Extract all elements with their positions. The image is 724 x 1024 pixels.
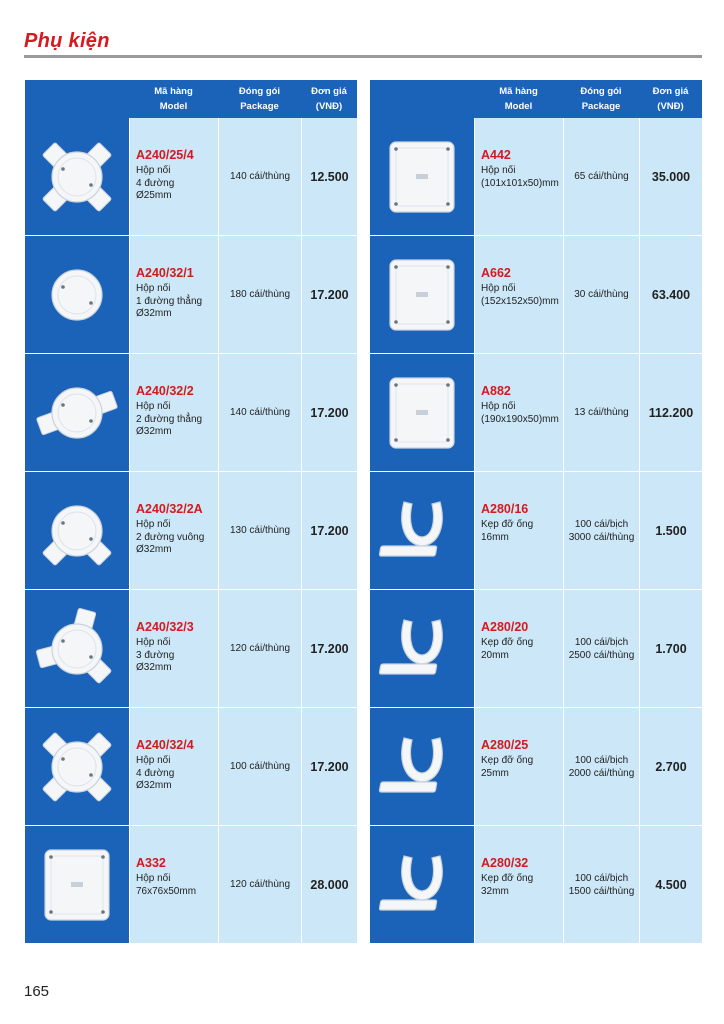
header-package: Đóng gói Package [238,86,281,112]
package-cell: 140 cái/thùng [218,354,301,472]
product-description: Kẹp đỡ ống 20mm [481,637,534,661]
product-description: Kẹp đỡ ống 16mm [481,519,534,543]
model-cell [129,472,218,590]
header-model: Mã hàng Model [499,86,538,112]
title-divider [24,55,702,58]
square-junction-box-icon [370,118,474,236]
price-cell: 17.200 [301,708,357,826]
product-code: A240/25/4 [136,148,194,162]
price-cell: 17.200 [301,236,357,354]
product-code: A662 [481,266,511,280]
header-package: Đóng gói Package [580,86,622,112]
product-description: Hộp nối 76x76x50mm [136,873,197,897]
table-row [25,708,357,826]
header-price: Đơn giá (VNĐ) [311,86,347,112]
product-description: Hộp nối 4 đường Ø25mm [136,165,175,201]
page-number: 165 [24,983,50,1000]
product-code: A280/25 [481,738,529,752]
price-cell: 2.700 [639,708,702,826]
junction-box-4-way-icon [25,708,129,826]
product-code: A240/32/2 [136,384,194,398]
price-cell: 1.500 [639,472,702,590]
model-cell [474,590,563,708]
table-row [370,236,702,354]
model-cell [474,472,563,590]
price-cell: 1.700 [639,590,702,708]
product-code: A240/32/4 [136,738,194,752]
table-row [25,826,357,944]
pipe-clip-icon [370,826,474,944]
package-cell: 65 cái/thùng [563,118,639,236]
product-code: A442 [481,148,511,162]
product-description: Hộp nối 2 đường vuông Ø32mm [136,519,205,555]
product-description: Hộp nối 4 đường Ø32mm [136,755,175,791]
table-row [370,826,702,944]
model-cell [129,236,218,354]
model-cell [129,354,218,472]
page-title: Phụ kiện [24,30,110,52]
price-cell: 28.000 [301,826,357,944]
product-description: Kẹp đỡ ống 32mm [481,873,534,897]
junction-box-2-way-straight-icon [25,354,129,472]
header-model: Mã hàng Model [154,86,193,112]
table-row [25,236,357,354]
product-code: A280/32 [481,856,529,870]
table-row [25,472,357,590]
model-cell [474,354,563,472]
product-table-left [25,80,357,948]
product-description: Hộp nối 2 đường thẳng Ø32mm [136,401,203,437]
package-cell: 180 cái/thùng [218,236,301,354]
package-cell: 140 cái/thùng [218,118,301,236]
price-cell: 17.200 [301,472,357,590]
product-description: Hộp nối (152x152x50)mm [481,283,559,307]
model-cell [129,590,218,708]
product-code: A332 [136,856,166,870]
product-description: Hộp nối 3 đường Ø32mm [136,637,175,673]
table-row [370,590,702,708]
model-cell [474,236,563,354]
package-cell: 120 cái/thùng [218,826,301,944]
pipe-clip-icon [370,708,474,826]
junction-box-3-way-icon [25,590,129,708]
price-cell: 12.500 [301,118,357,236]
price-cell: 17.200 [301,354,357,472]
product-code: A240/32/3 [136,620,194,634]
package-cell: 130 cái/thùng [218,472,301,590]
product-code: A280/20 [481,620,529,634]
model-cell [129,118,218,236]
package-cell: 30 cái/thùng [563,236,639,354]
package-cell: 100 cái/bịch 1500 cái/thùng [563,826,639,944]
model-cell [129,826,218,944]
package-cell: 100 cái/bịch 3000 cái/thùng [563,472,639,590]
product-table-right [370,80,702,948]
table-row [370,118,702,236]
model-cell [474,708,563,826]
pipe-clip-icon [370,472,474,590]
price-cell: 63.400 [639,236,702,354]
header-blank-cell [25,80,129,118]
header-blank-cell [370,80,474,118]
package-cell: 120 cái/thùng [218,590,301,708]
junction-box-1-way-icon [25,236,129,354]
price-cell: 4.500 [639,826,702,944]
junction-box-2-way-angle-icon [25,472,129,590]
junction-box-4-way-icon [25,118,129,236]
product-description: Hộp nối (101x101x50)mm [481,165,559,189]
price-cell: 35.000 [639,118,702,236]
model-cell [474,826,563,944]
price-cell: 17.200 [301,590,357,708]
header-price: Đơn giá (VNĐ) [652,86,689,112]
product-description: Kẹp đỡ ống 25mm [481,755,534,779]
table-row [370,472,702,590]
package-cell: 100 cái/bịch 2500 cái/thùng [563,590,639,708]
model-cell [129,708,218,826]
product-code: A240/32/1 [136,266,194,280]
package-cell: 100 cái/bịch 2000 cái/thùng [563,708,639,826]
product-code: A240/32/2A [136,502,203,516]
product-description: Hộp nối 1 đường thẳng Ø32mm [136,283,203,319]
package-cell: 100 cái/thùng [218,708,301,826]
table-row [25,590,357,708]
table-row [370,354,702,472]
product-description: Hộp nối (190x190x50)mm [481,401,559,425]
price-cell: 112.200 [639,354,702,472]
table-row [25,354,357,472]
product-code: A280/16 [481,502,529,516]
model-cell [474,118,563,236]
product-code: A882 [481,384,511,398]
pipe-clip-icon [370,590,474,708]
package-cell: 13 cái/thùng [563,354,639,472]
square-junction-box-icon [370,354,474,472]
square-junction-box-icon [370,236,474,354]
square-junction-box-icon [25,826,129,944]
table-row [25,118,357,236]
table-row [370,708,702,826]
